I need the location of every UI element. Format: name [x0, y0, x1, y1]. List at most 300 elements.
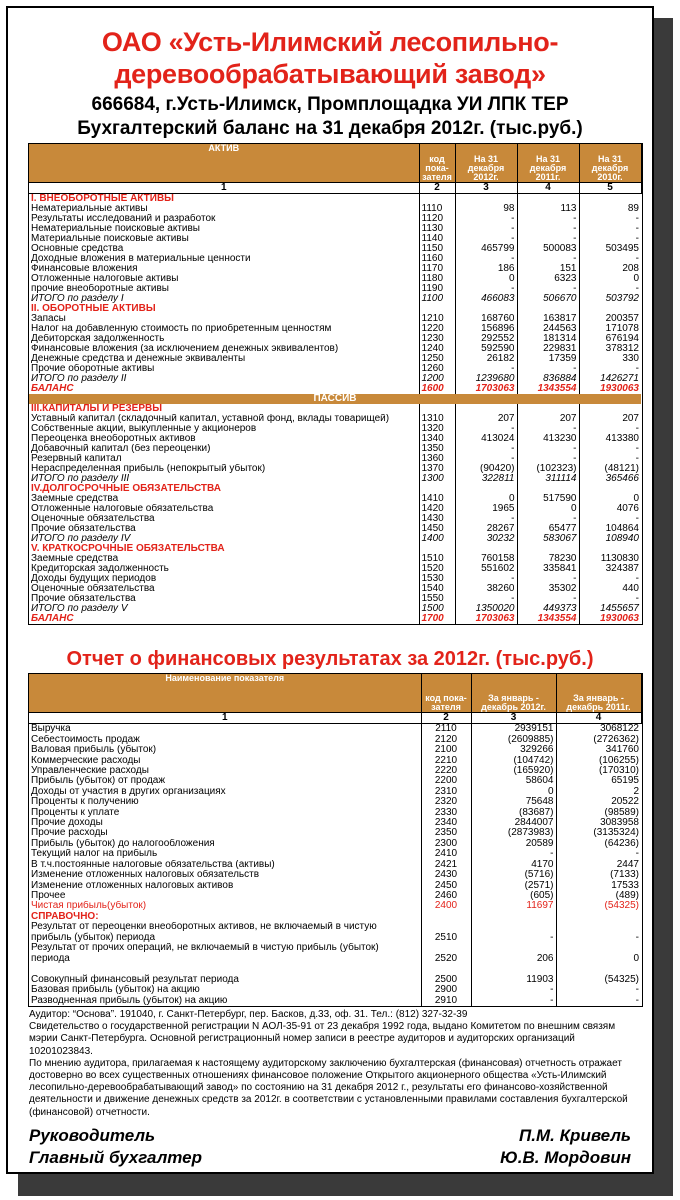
row-label: Доходные вложения в материальные ценности	[31, 254, 251, 264]
row-code: 2100	[421, 745, 471, 755]
row-label: В т.ч.постоянные налоговые обязательства (активы)	[31, 859, 275, 870]
value-2011: 65195	[556, 776, 641, 786]
finres-row	[29, 849, 641, 859]
accountant-name: Ю.В. Мордовин	[500, 1148, 631, 1167]
section-label: СПРАВОЧНО:	[31, 911, 99, 922]
row-label: Основные средства	[31, 244, 124, 254]
finres-row	[29, 776, 641, 786]
value-2012: -	[455, 214, 517, 224]
value-2011: 6323	[517, 274, 579, 284]
finres-colnum-cell: 2	[421, 713, 471, 724]
row-label: Управленческие расходы	[31, 766, 149, 777]
row-code: 1450	[419, 524, 455, 534]
value-2012: 0	[471, 787, 556, 797]
value-2011: 0	[556, 943, 641, 964]
row-label: Нераспределенная прибыль (непокрытый убыток)	[31, 464, 266, 474]
value-2011: (3135324)	[556, 828, 641, 838]
row-label: Налог на добавленную стоимость по приобретенным ценностям	[31, 324, 332, 334]
value-2012: 207	[455, 414, 517, 424]
row-code: 1240	[419, 344, 455, 354]
value-2012: -	[455, 594, 517, 604]
empty-cell	[419, 404, 455, 414]
row-code: 1250	[419, 354, 455, 364]
row-code: 2520	[421, 943, 471, 964]
empty-cell	[517, 194, 579, 205]
balance-row	[29, 554, 641, 564]
value-2011: -	[517, 444, 579, 454]
section-label: III.КАПИТАЛЫ И РЕЗЕРВЫ	[31, 404, 163, 414]
finres-header-cell: код пока-зателя	[421, 674, 471, 713]
finres-row	[29, 766, 641, 776]
company-title-line2: деревообрабатывающий завод»	[114, 59, 546, 89]
value-2010: 108940	[579, 534, 641, 544]
row-code: 1320	[419, 424, 455, 434]
finres-title: Отчет о финансовых результатах за 2012г. (тыс.руб.)	[66, 648, 594, 670]
balance-row	[29, 464, 641, 474]
value-2011: 151	[517, 264, 579, 274]
value-2011: 65477	[517, 524, 579, 534]
net-profit-row	[29, 901, 641, 911]
row-code: 1300	[419, 474, 455, 484]
value-2010: -	[579, 424, 641, 434]
value-2011: 1343554	[517, 614, 579, 624]
value-2012: 322811	[455, 474, 517, 484]
row-label: Результат от прочих операций, не включаемый в чистую прибыль (убыток) периода	[31, 943, 379, 964]
row-label: Прибыль (убыток) до налогообложения	[31, 838, 215, 849]
finres-row	[29, 756, 641, 766]
row-label: Чистая прибыль(убыток)	[31, 901, 147, 912]
balance-colnum-cell: 1	[29, 183, 419, 194]
value-2011: -	[517, 424, 579, 434]
empty-cell	[517, 304, 579, 314]
row-label: Уставный капитал (складочный капитал, уставной фонд, вклады товарищей)	[31, 414, 390, 424]
value-2011: 2447	[556, 860, 641, 870]
row-label: Разводненная прибыль (убыток) на акцию	[31, 995, 228, 1006]
value-2012: 0	[455, 274, 517, 284]
value-2011: 500083	[517, 244, 579, 254]
value-2011: 17533	[556, 881, 641, 891]
balance-row	[29, 224, 641, 234]
row-code: 2460	[421, 891, 471, 901]
balance-row	[29, 594, 641, 604]
row-label: Результат от переоценки внеоборотных активов, не включаемый в чистую прибыль (убыток) периода	[31, 922, 377, 943]
empty-cell	[455, 544, 517, 554]
value-2012: 413024	[455, 434, 517, 444]
director-name: П.М. Кривель	[519, 1126, 631, 1145]
row-label: Нематериальные активы	[31, 204, 148, 214]
value-2011: 506670	[517, 294, 579, 304]
value-2012: (2571)	[471, 881, 556, 891]
row-label: Совокупный финансовый результат периода	[31, 973, 239, 985]
row-label: Заемные средства	[31, 554, 119, 564]
value-2010: 413380	[579, 434, 641, 444]
row-label: Текущий налог на прибыль	[31, 849, 158, 860]
empty-cell	[517, 484, 579, 494]
value-2011: -	[556, 996, 641, 1006]
value-2012: 292552	[455, 334, 517, 344]
value-2012: (2873983)	[471, 828, 556, 838]
row-code: 1170	[419, 264, 455, 274]
value-2012: (165920)	[471, 766, 556, 776]
row-code: 2200	[421, 776, 471, 786]
balance-row	[29, 584, 641, 594]
balance-colnum-cell: 4	[517, 183, 579, 194]
balance-row	[29, 434, 641, 444]
row-label: Нематериальные поисковые активы	[31, 224, 200, 234]
value-2011: 181314	[517, 334, 579, 344]
value-2011: 0	[517, 504, 579, 514]
row-label: Прочие расходы	[31, 828, 108, 839]
passiv-label: ПАССИВ	[29, 394, 641, 404]
row-label: Дебиторская задолженность	[31, 334, 165, 344]
finres-row	[29, 839, 641, 849]
empty-cell	[455, 194, 517, 205]
value-2012: 1703063	[455, 614, 517, 624]
empty-cell	[419, 194, 455, 205]
company-title-line1: ОАО «Усть-Илимский лесопильно-	[101, 27, 559, 57]
row-label: ИТОГО по разделу IV	[31, 534, 131, 544]
row-label: Материальные поисковые активы	[31, 234, 189, 244]
balance-passiv-row	[29, 394, 641, 404]
row-code: 2330	[421, 808, 471, 818]
empty-cell	[421, 912, 471, 922]
empty-cell	[455, 304, 517, 314]
accountant-title: Главный бухгалтер	[29, 1148, 203, 1167]
balance-row	[29, 444, 641, 454]
finres-row	[29, 870, 641, 880]
row-code: 2320	[421, 797, 471, 807]
value-2010: 200357	[579, 314, 641, 324]
balance-row	[29, 514, 641, 524]
row-code: 1700	[419, 614, 455, 624]
finres-row	[29, 964, 641, 985]
balance-table	[29, 144, 642, 624]
value-2012: 20589	[471, 839, 556, 849]
value-2011: (102323)	[517, 464, 579, 474]
balance-section-row	[29, 194, 641, 205]
row-code: 2410	[421, 849, 471, 859]
row-label: Оценочные обязательства	[31, 514, 155, 524]
value-2010: 1426271	[579, 374, 641, 384]
value-2012: 38260	[455, 584, 517, 594]
director-title: Руководитель	[29, 1126, 156, 1145]
value-2012: -	[455, 254, 517, 264]
value-2012: 11697	[471, 901, 556, 911]
row-label: Выручка	[31, 723, 71, 735]
value-2010: 378312	[579, 344, 641, 354]
value-2010: 89	[579, 204, 641, 214]
value-2012: 98	[455, 204, 517, 214]
value-2012: -	[455, 424, 517, 434]
value-2011: -	[556, 922, 641, 943]
row-label: ИТОГО по разделу II	[31, 374, 127, 384]
row-code: 2210	[421, 756, 471, 766]
value-2011: 207	[517, 414, 579, 424]
row-label: Валовая прибыль (убыток)	[31, 745, 157, 756]
row-code: 2300	[421, 839, 471, 849]
finres-row	[29, 860, 641, 870]
finres-header-cell: За январь - декабрь 2012г.	[471, 674, 556, 713]
row-code: 2220	[421, 766, 471, 776]
finres-row	[29, 724, 641, 735]
value-2011: 163817	[517, 314, 579, 324]
row-code: 2340	[421, 818, 471, 828]
row-code: 1340	[419, 434, 455, 444]
row-code: 2430	[421, 870, 471, 880]
value-2011: -	[517, 574, 579, 584]
finres-row	[29, 891, 641, 901]
value-2012: -	[471, 996, 556, 1006]
row-code: 1120	[419, 214, 455, 224]
value-2012: (5716)	[471, 870, 556, 880]
value-2010: 0	[579, 494, 641, 504]
auditor-opinion: По мнению аудитора, прилагаемая к настоящему аудиторскому заключению бухгалтерская (финансовая) отчетность отражает достоверно во всех существенных отношениях финансовое положение Открытого акционерного общества «Усть-Илимский лесопильно-деревообрабатывающий завод» по состоянию на 31 декабря 2012 г., результаты его финансово-хозяйственной деятельности и движение денежных средств за 2012г. в соответствии с установленными правилами составления бухгалтерской (финансовой) отчетности.	[29, 1057, 628, 1118]
row-code: 1420	[419, 504, 455, 514]
empty-cell	[471, 912, 556, 922]
empty-cell	[419, 484, 455, 494]
balance-row	[29, 274, 641, 284]
row-label: Оценочные обязательства	[31, 584, 155, 594]
value-2012: -	[471, 985, 556, 995]
row-label: Денежные средства и денежные эквиваленты	[31, 354, 246, 364]
section-label: V. КРАТКОСРОЧНЫЕ ОБЯЗАТЕЛЬСТВА	[31, 544, 225, 554]
row-code: 2900	[421, 985, 471, 995]
row-label: прочие внеоборотные активы	[31, 284, 169, 294]
value-2011: 3083958	[556, 818, 641, 828]
value-2012: -	[455, 284, 517, 294]
value-2011: -	[517, 224, 579, 234]
value-2011: 244563	[517, 324, 579, 334]
balance-row	[29, 264, 641, 274]
balance-colnum-cell: 5	[579, 183, 641, 194]
row-code: 1400	[419, 534, 455, 544]
row-code: 1500	[419, 604, 455, 614]
row-label: Переоценка внеоборотных активов	[31, 434, 196, 444]
row-code: 2310	[421, 787, 471, 797]
value-2012: 206	[471, 943, 556, 964]
empty-cell	[579, 404, 641, 414]
balance-header-cell: код пока-зателя	[419, 144, 455, 183]
value-2012: 11903	[471, 964, 556, 985]
value-2012: (90420)	[455, 464, 517, 474]
value-2011: (170310)	[556, 766, 641, 776]
company-address: 666684, г.Усть-Илимск, Промплощадка УИ ЛПК ТЕР	[91, 94, 569, 115]
balance-header-cell: На 31 декабря 2011г.	[517, 144, 579, 183]
auditor-info	[29, 1009, 641, 1119]
balance-section-row	[29, 404, 641, 414]
row-code: 1140	[419, 234, 455, 244]
balance-row	[29, 204, 641, 214]
value-2010: -	[579, 234, 641, 244]
value-2012: 760158	[455, 554, 517, 564]
value-2012: -	[455, 234, 517, 244]
finres-row	[29, 881, 641, 891]
value-2011: (489)	[556, 891, 641, 901]
row-code: 1200	[419, 374, 455, 384]
value-2011: -	[517, 454, 579, 464]
value-2012: 592590	[455, 344, 517, 354]
value-2012: 186	[455, 264, 517, 274]
value-2012: 1350020	[455, 604, 517, 614]
value-2011: 836884	[517, 374, 579, 384]
value-2011: 229831	[517, 344, 579, 354]
value-2012: 4170	[471, 860, 556, 870]
value-2012: -	[455, 364, 517, 374]
empty-cell	[419, 544, 455, 554]
value-2012: 551602	[455, 564, 517, 574]
value-2011: 113	[517, 204, 579, 214]
row-code: 2450	[421, 881, 471, 891]
balance-title: Бухгалтерский баланс на 31 декабря 2012г. (тыс.руб.)	[77, 118, 583, 139]
value-2011: (7133)	[556, 870, 641, 880]
value-2012: 1965	[455, 504, 517, 514]
row-code: 1540	[419, 584, 455, 594]
row-code: 2910	[421, 996, 471, 1006]
row-code: 1160	[419, 254, 455, 264]
auditor-registration: Свидетельство о государственной регистрации N АОЛ-35-91 от 23 декабря 1992 года, выдано Комитетом по внешним связям мэрии Санкт-Петербурга. Основной регистрационный номер записи в реестре аудиторов и аудиторских организаций 10201023843.	[29, 1021, 616, 1057]
row-code: 2400	[421, 901, 471, 911]
row-label: Проценты к получению	[31, 797, 139, 808]
auditor-address: Аудитор: “Основа”. 191040, г. Санкт-Петербург, пер. Басков, д.33, оф. 31. Тел.: (812) 327-32-39	[29, 1009, 468, 1020]
value-2011: -	[517, 234, 579, 244]
row-label: ИТОГО по разделу V	[31, 604, 128, 614]
row-label: Кредиторская задолженность	[31, 564, 169, 574]
value-2011: 17359	[517, 354, 579, 364]
finres-colnum-cell: 3	[471, 713, 556, 724]
value-2011: -	[517, 514, 579, 524]
value-2012: 1703063	[455, 384, 517, 394]
finres-row	[29, 745, 641, 755]
row-code: 1430	[419, 514, 455, 524]
value-2012: -	[455, 514, 517, 524]
document-page	[6, 6, 654, 1174]
finres-table	[29, 674, 642, 1006]
value-2012: (605)	[471, 891, 556, 901]
row-code: 2120	[421, 735, 471, 745]
balance-section-row	[29, 484, 641, 494]
value-2010: -	[579, 454, 641, 464]
value-2011: -	[517, 594, 579, 604]
finres-row	[29, 985, 641, 995]
value-2011: (54325)	[556, 964, 641, 985]
value-2010: 1455657	[579, 604, 641, 614]
value-2010: 207	[579, 414, 641, 424]
empty-cell	[455, 484, 517, 494]
balance-subtotal-row	[29, 604, 641, 614]
value-2011: 3068122	[556, 724, 641, 735]
balance-header-row	[29, 144, 641, 183]
finres-row	[29, 818, 641, 828]
finres-row	[29, 828, 641, 838]
empty-cell	[579, 544, 641, 554]
value-2011: 341760	[556, 745, 641, 755]
value-2011: (98589)	[556, 808, 641, 818]
value-2012: 168760	[455, 314, 517, 324]
row-code: 1360	[419, 454, 455, 464]
value-2011: -	[517, 214, 579, 224]
value-2011: -	[517, 254, 579, 264]
empty-cell	[579, 304, 641, 314]
row-code: 1150	[419, 244, 455, 254]
value-2012: 58604	[471, 776, 556, 786]
row-code: 1350	[419, 444, 455, 454]
section-label: II. ОБОРОТНЫЕ АКТИВЫ	[31, 304, 156, 314]
finres-row	[29, 922, 641, 943]
value-2012: 2844007	[471, 818, 556, 828]
row-code: 1600	[419, 384, 455, 394]
finres-row	[29, 943, 641, 964]
finres-row	[29, 735, 641, 745]
balance-row	[29, 334, 641, 344]
balance-row	[29, 314, 641, 324]
value-2010: -	[579, 444, 641, 454]
row-label: Финансовые вложения	[31, 264, 138, 274]
row-label: Собственные акции, выкупленные у акционеров	[31, 424, 257, 434]
value-2010: (48121)	[579, 464, 641, 474]
balance-row	[29, 324, 641, 334]
row-code: 1130	[419, 224, 455, 234]
finres-header-cell: Наименование показателя	[29, 674, 421, 713]
row-label: Прочие доходы	[31, 818, 103, 829]
balance-row	[29, 524, 641, 534]
value-2011: -	[556, 985, 641, 995]
row-code: 2500	[421, 964, 471, 985]
value-2012: 466083	[455, 294, 517, 304]
row-label: Финансовые вложения (за исключением денежных эквивалентов)	[31, 344, 339, 354]
value-2010: -	[579, 594, 641, 604]
row-label: Прибыль (убыток) от продаж	[31, 776, 166, 787]
empty-cell	[455, 404, 517, 414]
balance-header-cell: АКТИВ	[29, 144, 419, 183]
balance-row	[29, 284, 641, 294]
row-label: Прочие обязательства	[31, 594, 136, 604]
balance-colnum-cell: 2	[419, 183, 455, 194]
empty-cell	[419, 304, 455, 314]
value-2011: 2	[556, 787, 641, 797]
value-2010: 171078	[579, 324, 641, 334]
value-2011: 20522	[556, 797, 641, 807]
balance-row	[29, 424, 641, 434]
row-label: ИТОГО по разделу III	[31, 474, 130, 484]
finres-colnum-row	[29, 713, 641, 724]
value-2011: 35302	[517, 584, 579, 594]
row-label: Заемные средства	[31, 494, 119, 504]
finres-row	[29, 996, 641, 1006]
finres-row	[29, 808, 641, 818]
value-2010: 4076	[579, 504, 641, 514]
finres-colnum-cell: 1	[29, 713, 421, 724]
value-2011: 1343554	[517, 384, 579, 394]
value-2012: -	[455, 224, 517, 234]
value-2011: 517590	[517, 494, 579, 504]
value-2010: 440	[579, 584, 641, 594]
row-label: Доходы будущих периодов	[31, 574, 157, 584]
balance-row	[29, 244, 641, 254]
balance-section-row	[29, 304, 641, 314]
value-2012: 26182	[455, 354, 517, 364]
row-label: ИТОГО по разделу I	[31, 294, 124, 304]
balance-row	[29, 364, 641, 374]
value-2012: -	[471, 849, 556, 859]
balance-section-row	[29, 544, 641, 554]
value-2010: -	[579, 214, 641, 224]
balance-header-cell: На 31 декабря 2012г.	[455, 144, 517, 183]
value-2010: 365466	[579, 474, 641, 484]
balance-subtotal-row	[29, 294, 641, 304]
row-code: 2421	[421, 860, 471, 870]
finres-section-row	[29, 912, 641, 922]
empty-cell	[579, 194, 641, 205]
